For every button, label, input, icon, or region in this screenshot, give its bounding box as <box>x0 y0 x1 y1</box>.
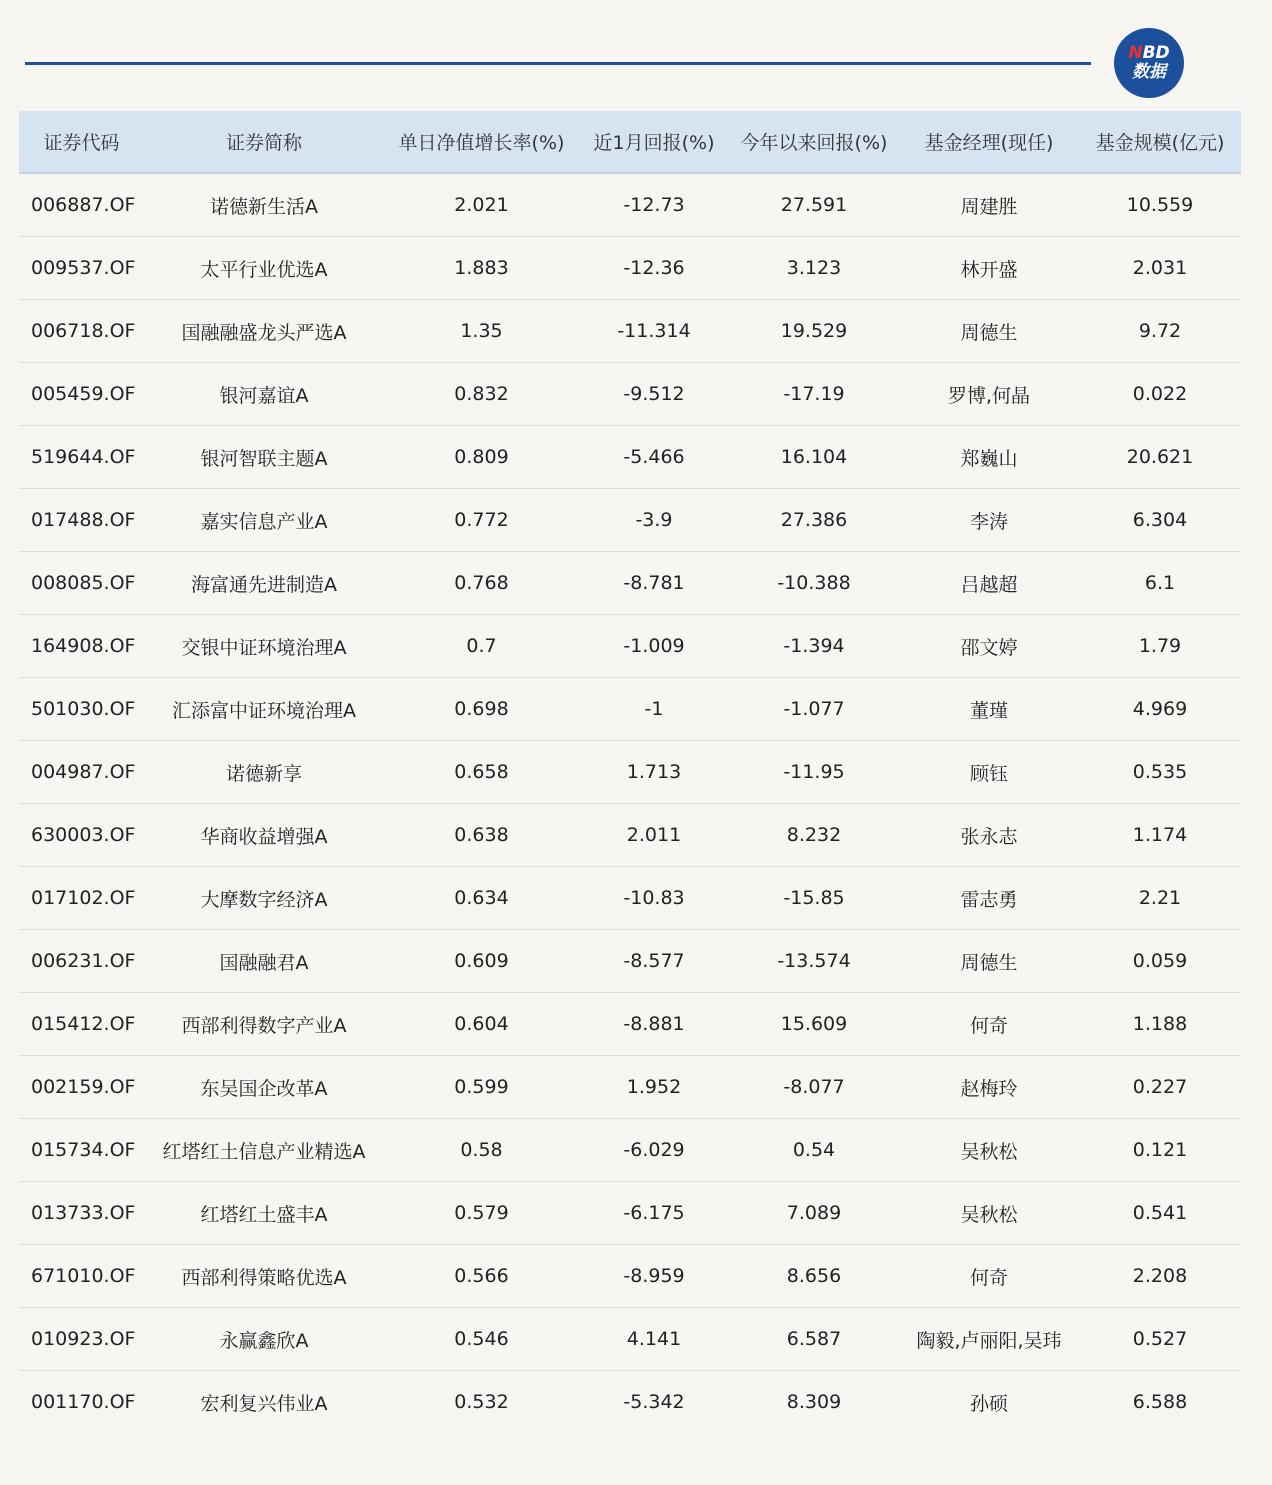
cell-ytd-return: -10.388 <box>729 552 899 615</box>
cell-code: 009537.OF <box>19 237 144 300</box>
cell-daily-growth: 2.021 <box>384 173 579 237</box>
cell-ytd-return: 7.089 <box>729 1182 899 1245</box>
cell-manager: 吴秋松 <box>899 1119 1079 1182</box>
cell-fund-size: 0.535 <box>1079 741 1241 804</box>
cell-code: 006718.OF <box>19 300 144 363</box>
cell-daily-growth: 0.809 <box>384 426 579 489</box>
cell-fund-size: 9.72 <box>1079 300 1241 363</box>
cell-fund-size: 6.588 <box>1132 1391 1188 1413</box>
cell-1m-return: -8.881 <box>579 993 729 1056</box>
cell-code: 017488.OF <box>19 489 144 552</box>
cell-daily-growth: 0.604 <box>384 993 579 1056</box>
logo-brand: NBD <box>1128 43 1170 63</box>
cell-1m-return: -1.009 <box>579 615 729 678</box>
cell-fund-size: 0.527 <box>1079 1308 1241 1371</box>
cell-code: 010923.OF <box>19 1308 144 1371</box>
cell-code: 013733.OF <box>19 1182 144 1245</box>
cell-ytd-return: -11.95 <box>729 741 899 804</box>
cell-ytd-return: -1.394 <box>729 615 899 678</box>
header-name: 证券简称 <box>144 111 384 173</box>
table-row <box>19 930 1241 993</box>
cell-ytd-return: 27.386 <box>729 489 899 552</box>
cell-1m-return: -3.9 <box>579 489 729 552</box>
cell-code: 005459.OF <box>19 363 144 426</box>
cell-ytd-return: 8.309 <box>786 1391 842 1413</box>
cell-1m-return: -5.466 <box>579 426 729 489</box>
cell-manager: 赵梅玲 <box>899 1056 1079 1119</box>
cell-fund-size: 0.541 <box>1079 1182 1241 1245</box>
cell-ytd-return: 3.123 <box>729 237 899 300</box>
cell-code: 001170.OF <box>31 1391 136 1413</box>
cell-ytd-return: 8.656 <box>729 1245 899 1308</box>
cell-1m-return: 4.141 <box>579 1308 729 1371</box>
cell-manager: 吕越超 <box>899 552 1079 615</box>
cell-code: 015412.OF <box>19 993 144 1056</box>
table-row <box>19 1308 1241 1371</box>
cell-fund-size: 0.059 <box>1079 930 1241 993</box>
cell-fund-size: 2.031 <box>1079 237 1241 300</box>
cell-name: 海富通先进制造A <box>144 552 384 615</box>
cell-fund-size: 1.188 <box>1079 993 1241 1056</box>
cell-daily-growth: 0.546 <box>384 1308 579 1371</box>
cell-manager: 何奇 <box>899 1245 1079 1308</box>
cell-fund-size: 0.227 <box>1079 1056 1241 1119</box>
cell-daily-growth: 1.883 <box>384 237 579 300</box>
cell-daily-growth: 0.768 <box>384 552 579 615</box>
table-row <box>19 615 1241 678</box>
cell-daily-growth: 0.698 <box>384 678 579 741</box>
cell-daily-growth: 0.658 <box>384 741 579 804</box>
cell-manager: 周德生 <box>899 300 1079 363</box>
cell-name: 东吴国企改革A <box>144 1056 384 1119</box>
table-row <box>19 1245 1241 1308</box>
cell-name: 大摩数字经济A <box>144 867 384 930</box>
cell-code: 519644.OF <box>19 426 144 489</box>
cell-1m-return: -6.175 <box>579 1182 729 1245</box>
cell-name: 西部利得数字产业A <box>144 993 384 1056</box>
table-row <box>19 804 1241 867</box>
table-row <box>19 489 1241 552</box>
cell-code: 164908.OF <box>19 615 144 678</box>
cell-ytd-return: -8.077 <box>729 1056 899 1119</box>
cell-1m-return: -10.83 <box>579 867 729 930</box>
cell-1m-return: -8.959 <box>579 1245 729 1308</box>
cell-code: 015734.OF <box>19 1119 144 1182</box>
cell-1m-return: 2.011 <box>579 804 729 867</box>
table-row <box>19 741 1241 804</box>
header-code: 证券代码 <box>19 111 144 173</box>
cell-name: 红塔红土盛丰A <box>144 1182 384 1245</box>
cell-ytd-return: 16.104 <box>729 426 899 489</box>
cell-1m-return: -8.781 <box>579 552 729 615</box>
cell-manager: 邵文婷 <box>899 615 1079 678</box>
cell-1m-return: -1 <box>579 678 729 741</box>
top-rule <box>25 62 1091 65</box>
cell-manager: 雷志勇 <box>899 867 1079 930</box>
cell-name: 嘉实信息产业A <box>144 489 384 552</box>
cell-name: 诺德新享 <box>144 741 384 804</box>
cell-manager: 董瑾 <box>899 678 1079 741</box>
cell-1m-return: 1.952 <box>579 1056 729 1119</box>
cell-name: 汇添富中证环境治理A <box>144 678 384 741</box>
cell-ytd-return: -1.077 <box>729 678 899 741</box>
cell-fund-size: 20.621 <box>1079 426 1241 489</box>
fund-table <box>19 111 1241 1433</box>
table-row <box>19 1119 1241 1182</box>
header-1m-return: 近1月回报(%) <box>579 111 729 173</box>
cell-daily-growth: 0.609 <box>384 930 579 993</box>
header-daily-growth: 单日净值增长率(%) <box>384 111 579 173</box>
cell-name: 国融融君A <box>144 930 384 993</box>
cell-manager: 林开盛 <box>899 237 1079 300</box>
cell-manager: 周德生 <box>899 930 1079 993</box>
cell-name: 太平行业优选A <box>144 237 384 300</box>
cell-ytd-return: -17.19 <box>729 363 899 426</box>
cell-fund-size: 10.559 <box>1079 173 1241 237</box>
cell-manager: 吴秋松 <box>899 1182 1079 1245</box>
cell-ytd-return: -15.85 <box>729 867 899 930</box>
cell-name: 宏利复兴伟业A <box>200 1392 328 1415</box>
table-row <box>19 173 1241 237</box>
cell-fund-size: 6.304 <box>1079 489 1241 552</box>
cell-daily-growth: 0.634 <box>384 867 579 930</box>
header-fund-size: 基金规模(亿元) <box>1079 111 1241 173</box>
table-row <box>19 237 1241 300</box>
cell-name: 诺德新生活A <box>144 173 384 237</box>
cell-1m-return: 1.713 <box>579 741 729 804</box>
cell-fund-size: 6.1 <box>1079 552 1241 615</box>
table-header-row <box>19 111 1241 173</box>
cell-ytd-return: 19.529 <box>729 300 899 363</box>
cell-fund-size: 0.022 <box>1079 363 1241 426</box>
cell-ytd-return: 27.591 <box>729 173 899 237</box>
table-row <box>19 1371 1241 1434</box>
cell-ytd-return: 8.232 <box>729 804 899 867</box>
cell-1m-return: -6.029 <box>579 1119 729 1182</box>
cell-manager: 李涛 <box>899 489 1079 552</box>
cell-name: 永赢鑫欣A <box>144 1308 384 1371</box>
cell-fund-size: 1.79 <box>1079 615 1241 678</box>
header-ytd-return: 今年以来回报(%) <box>729 111 899 173</box>
cell-code: 006887.OF <box>19 173 144 237</box>
cell-1m-return: -11.314 <box>579 300 729 363</box>
header-manager: 基金经理(现任) <box>899 111 1079 173</box>
cell-1m-return: -12.73 <box>579 173 729 237</box>
table-row <box>19 993 1241 1056</box>
cell-manager: 陶毅,卢丽阳,吴玮 <box>899 1308 1079 1371</box>
cell-code: 006231.OF <box>19 930 144 993</box>
cell-daily-growth: 0.599 <box>384 1056 579 1119</box>
cell-manager: 张永志 <box>899 804 1079 867</box>
table-row <box>19 363 1241 426</box>
cell-code: 501030.OF <box>19 678 144 741</box>
table-body <box>19 173 1241 1433</box>
cell-daily-growth: 0.7 <box>384 615 579 678</box>
cell-name: 红塔红土信息产业精选A <box>144 1119 384 1182</box>
cell-code: 004987.OF <box>19 741 144 804</box>
cell-daily-growth: 0.638 <box>384 804 579 867</box>
cell-daily-growth: 0.58 <box>384 1119 579 1182</box>
cell-daily-growth: 0.579 <box>384 1182 579 1245</box>
cell-manager: 罗博,何晶 <box>899 363 1079 426</box>
cell-code: 017102.OF <box>19 867 144 930</box>
cell-fund-size: 0.121 <box>1079 1119 1241 1182</box>
cell-code: 671010.OF <box>19 1245 144 1308</box>
nbd-data-logo <box>1114 28 1184 98</box>
cell-fund-size: 4.969 <box>1079 678 1241 741</box>
cell-daily-growth: 0.566 <box>384 1245 579 1308</box>
cell-daily-growth: 1.35 <box>384 300 579 363</box>
cell-ytd-return: -13.574 <box>729 930 899 993</box>
cell-manager: 郑巍山 <box>899 426 1079 489</box>
cell-manager: 顾钰 <box>899 741 1079 804</box>
table-row <box>19 1182 1241 1245</box>
cell-fund-size: 1.174 <box>1079 804 1241 867</box>
table-row <box>19 678 1241 741</box>
cell-code: 008085.OF <box>19 552 144 615</box>
cell-name: 银河嘉谊A <box>144 363 384 426</box>
cell-code: 002159.OF <box>19 1056 144 1119</box>
cell-manager: 孙硕 <box>969 1392 1008 1415</box>
cell-1m-return: -8.577 <box>579 930 729 993</box>
table-row <box>19 1056 1241 1119</box>
cell-name: 国融融盛龙头严选A <box>144 300 384 363</box>
cell-manager: 何奇 <box>899 993 1079 1056</box>
cell-1m-return: -5.342 <box>623 1391 685 1413</box>
cell-ytd-return: 15.609 <box>729 993 899 1056</box>
table-row <box>19 867 1241 930</box>
logo-sub: 数据 <box>1132 62 1166 82</box>
cell-daily-growth: 0.772 <box>384 489 579 552</box>
cell-ytd-return: 6.587 <box>729 1308 899 1371</box>
cell-name: 华商收益增强A <box>144 804 384 867</box>
cell-name: 西部利得策略优选A <box>144 1245 384 1308</box>
table-row <box>19 300 1241 363</box>
cell-manager: 周建胜 <box>899 173 1079 237</box>
cell-1m-return: -9.512 <box>579 363 729 426</box>
cell-fund-size: 2.208 <box>1079 1245 1241 1308</box>
cell-fund-size: 2.21 <box>1079 867 1241 930</box>
cell-ytd-return: 0.54 <box>729 1119 899 1182</box>
cell-name: 交银中证环境治理A <box>144 615 384 678</box>
cell-daily-growth: 0.832 <box>384 363 579 426</box>
cell-code: 630003.OF <box>19 804 144 867</box>
cell-name: 银河智联主题A <box>144 426 384 489</box>
table-row <box>19 426 1241 489</box>
cell-daily-growth: 0.532 <box>454 1391 509 1413</box>
cell-1m-return: -12.36 <box>579 237 729 300</box>
table-row <box>19 552 1241 615</box>
